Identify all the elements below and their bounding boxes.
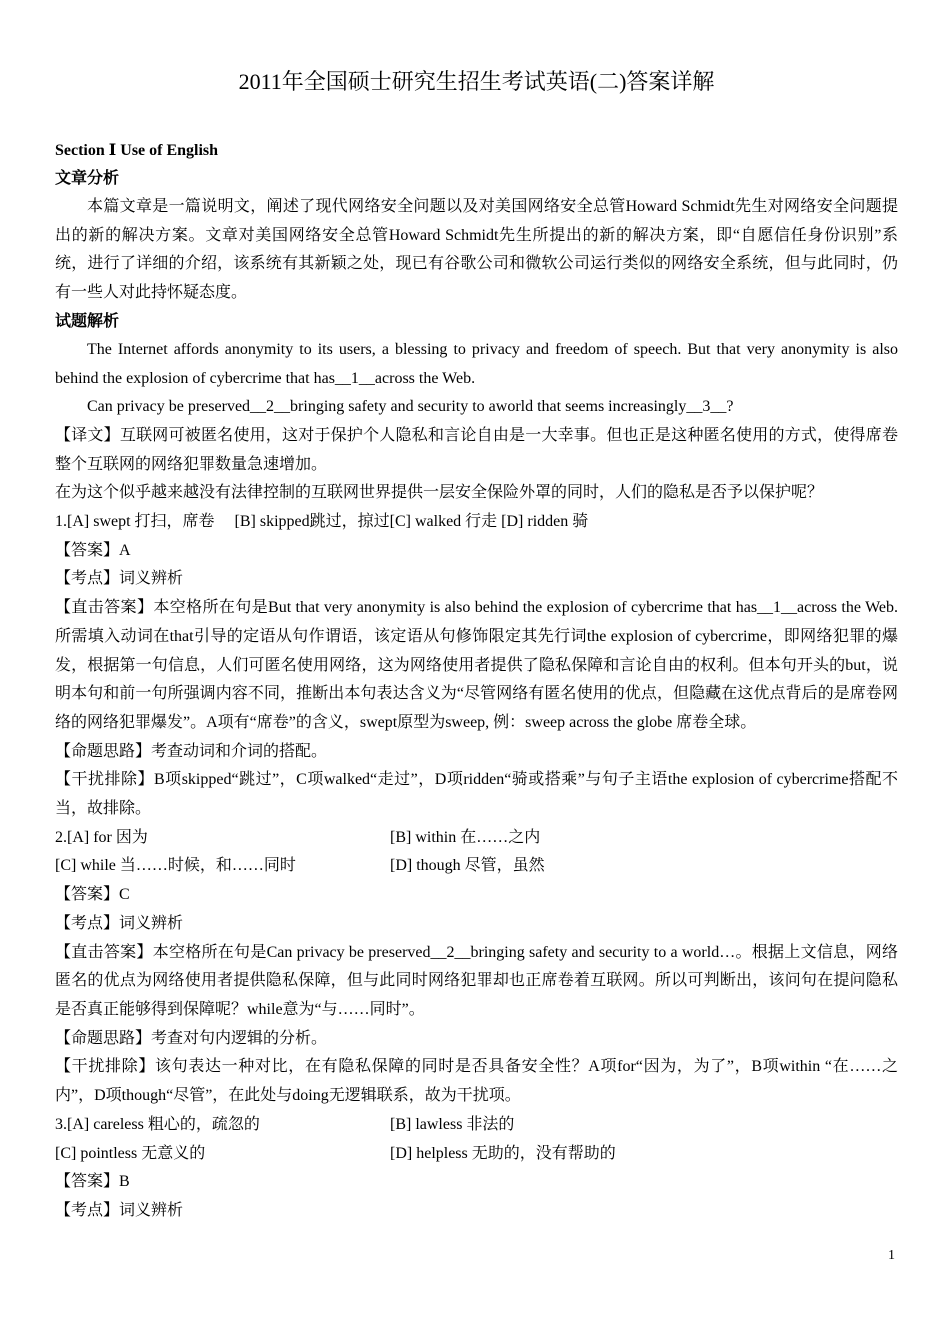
q1-point: 【考点】词义辨析 — [55, 570, 184, 588]
analysis-paragraph: 本篇文章是一篇说明文，阐述了现代网络安全问题以及对美国网络安全总管Howard Schmidt先生对网络安全问题提出的新的解决方案。文章对美国网络安全总管Howard Schmidt先生所提出的新的解决方案，即“自愿信任身份识别”系统，进行了详细的介绍，该系统有其新颖之处，现已有谷歌公司和微软公司运行类似的网络安全系统，但与此同时，仍有一些人对此持怀疑态度。 — [55, 198, 898, 302]
q3-option-c: [C] pointless 无意义的 — [55, 1144, 206, 1162]
q2-options-row-1 — [55, 824, 898, 853]
q2-exclude: 【干扰排除】该句表达一种对比，在有隐私保障的同时是否具备安全性？A项for“因为，为了”，B项within “在……之内”，D项though“尽管”，在此处与doing无逻辑联系，故为干扰项。 — [55, 1058, 898, 1105]
q3-option-a: 3.[A] careless 粗心的，疏忽的 — [55, 1115, 260, 1133]
q3-option-d: [D] helpless 无助的，没有帮助的 — [390, 1144, 616, 1162]
q3-option-b: [B] lawless 非法的 — [390, 1115, 515, 1133]
q2-option-c: [C] while 当……时候，和……同时 — [55, 857, 296, 875]
q1-direct-answer: 【直击答案】本空格所在句是But that very anonymity is also behind the explosion of cybercrime that has__1__across the Web.所需填入动词在that引导的定语从句作谓语，该定语从句修饰限定其先行词the explosion of cybercrime，即网络犯罪的爆发，根据第一句信息，人们可匿名使用网络，这为网络使用者提供了隐私保障和言论自由的权利。但本句开头的but，说明本句和前一句所强调内容不同，推断出本句表达含义为“尽管网络有匿名使用的优点，但隐藏在这优点背后的是席卷网络的网络犯罪爆发”。A项有“席卷”的含义，swept原型为sweep, 例：sweep across the globe 席卷全球。 — [55, 599, 898, 731]
q2-options-row-2 — [55, 852, 898, 881]
q2-option-d: [D] though 尽管，虽然 — [390, 857, 545, 875]
translation-2: 在为这个似乎越来越没有法律控制的互联网世界提供一层安全保险外罩的同时，人们的隐私是否予以保护呢？ — [55, 484, 824, 502]
section-heading: Section Ⅰ Use of English — [55, 142, 219, 159]
q1-exclude: 【干扰排除】B项skipped“跳过”，C项walked“走过”，D项ridden“骑或搭乘”与句子主语the explosion of cybercrime搭配不当，故排除。 — [55, 771, 898, 818]
q3-answer: 【答案】B — [55, 1173, 130, 1191]
q2-direct-answer: 【直击答案】本空格所在句是Can privacy be preserved__2__bringing safety and security to a world…。根据上文信息，网络匿名的优点为网络使用者提供隐私保障，但与此同时网络犯罪却也正席卷着互联网。所以可判断出，该问句在提问隐私是否真正能够得到保障呢？while意为“与……同时”。 — [55, 943, 898, 1018]
q1-answer: 【答案】A — [55, 541, 131, 559]
q3-options-row-1 — [55, 1111, 898, 1140]
passage-paragraph-1: The Internet affords anonymity to its users, a blessing to privacy and freedom of speech. But that very anonymity is also behind the explosion of cybercrime that has__1__across the Web. — [55, 340, 898, 387]
translation-1: 【译文】互联网可被匿名使用，这对于保护个人隐私和言论自由是一大幸事。但也正是这种匿名使用的方式，使得席卷整个互联网的网络犯罪数量急速增加。 — [55, 426, 898, 473]
document-title: 2011年全国硕士研究生招生考试英语(二)答案详解 — [238, 69, 715, 94]
passage-paragraph-2: Can privacy be preserved__2__bringing safety and security to aworld that seems increasingly__3__? — [87, 398, 734, 416]
q2-answer: 【答案】C — [55, 886, 130, 904]
q2-option-a: 2.[A] for 因为 — [55, 828, 148, 846]
q1-options: 1.[A] swept 打扫，席卷 [B] skipped跳过，掠过[C] walked 行走 [D] ridden 骑 — [55, 513, 589, 531]
q3-options-row-2 — [55, 1140, 898, 1169]
q2-point: 【考点】词义辨析 — [55, 914, 184, 932]
document-page — [55, 62, 898, 1226]
analysis-heading: 文章分析 — [55, 170, 120, 187]
page-number: 1 — [888, 1248, 895, 1263]
q2-option-b: [B] within 在……之内 — [390, 828, 541, 846]
q2-idea: 【命题思路】考查对句内逻辑的分析。 — [55, 1029, 328, 1047]
questions-heading: 试题解析 — [55, 312, 120, 330]
q3-point: 【考点】词义辨析 — [55, 1201, 184, 1219]
q1-idea: 【命题思路】考查动词和介词的搭配。 — [55, 742, 328, 760]
